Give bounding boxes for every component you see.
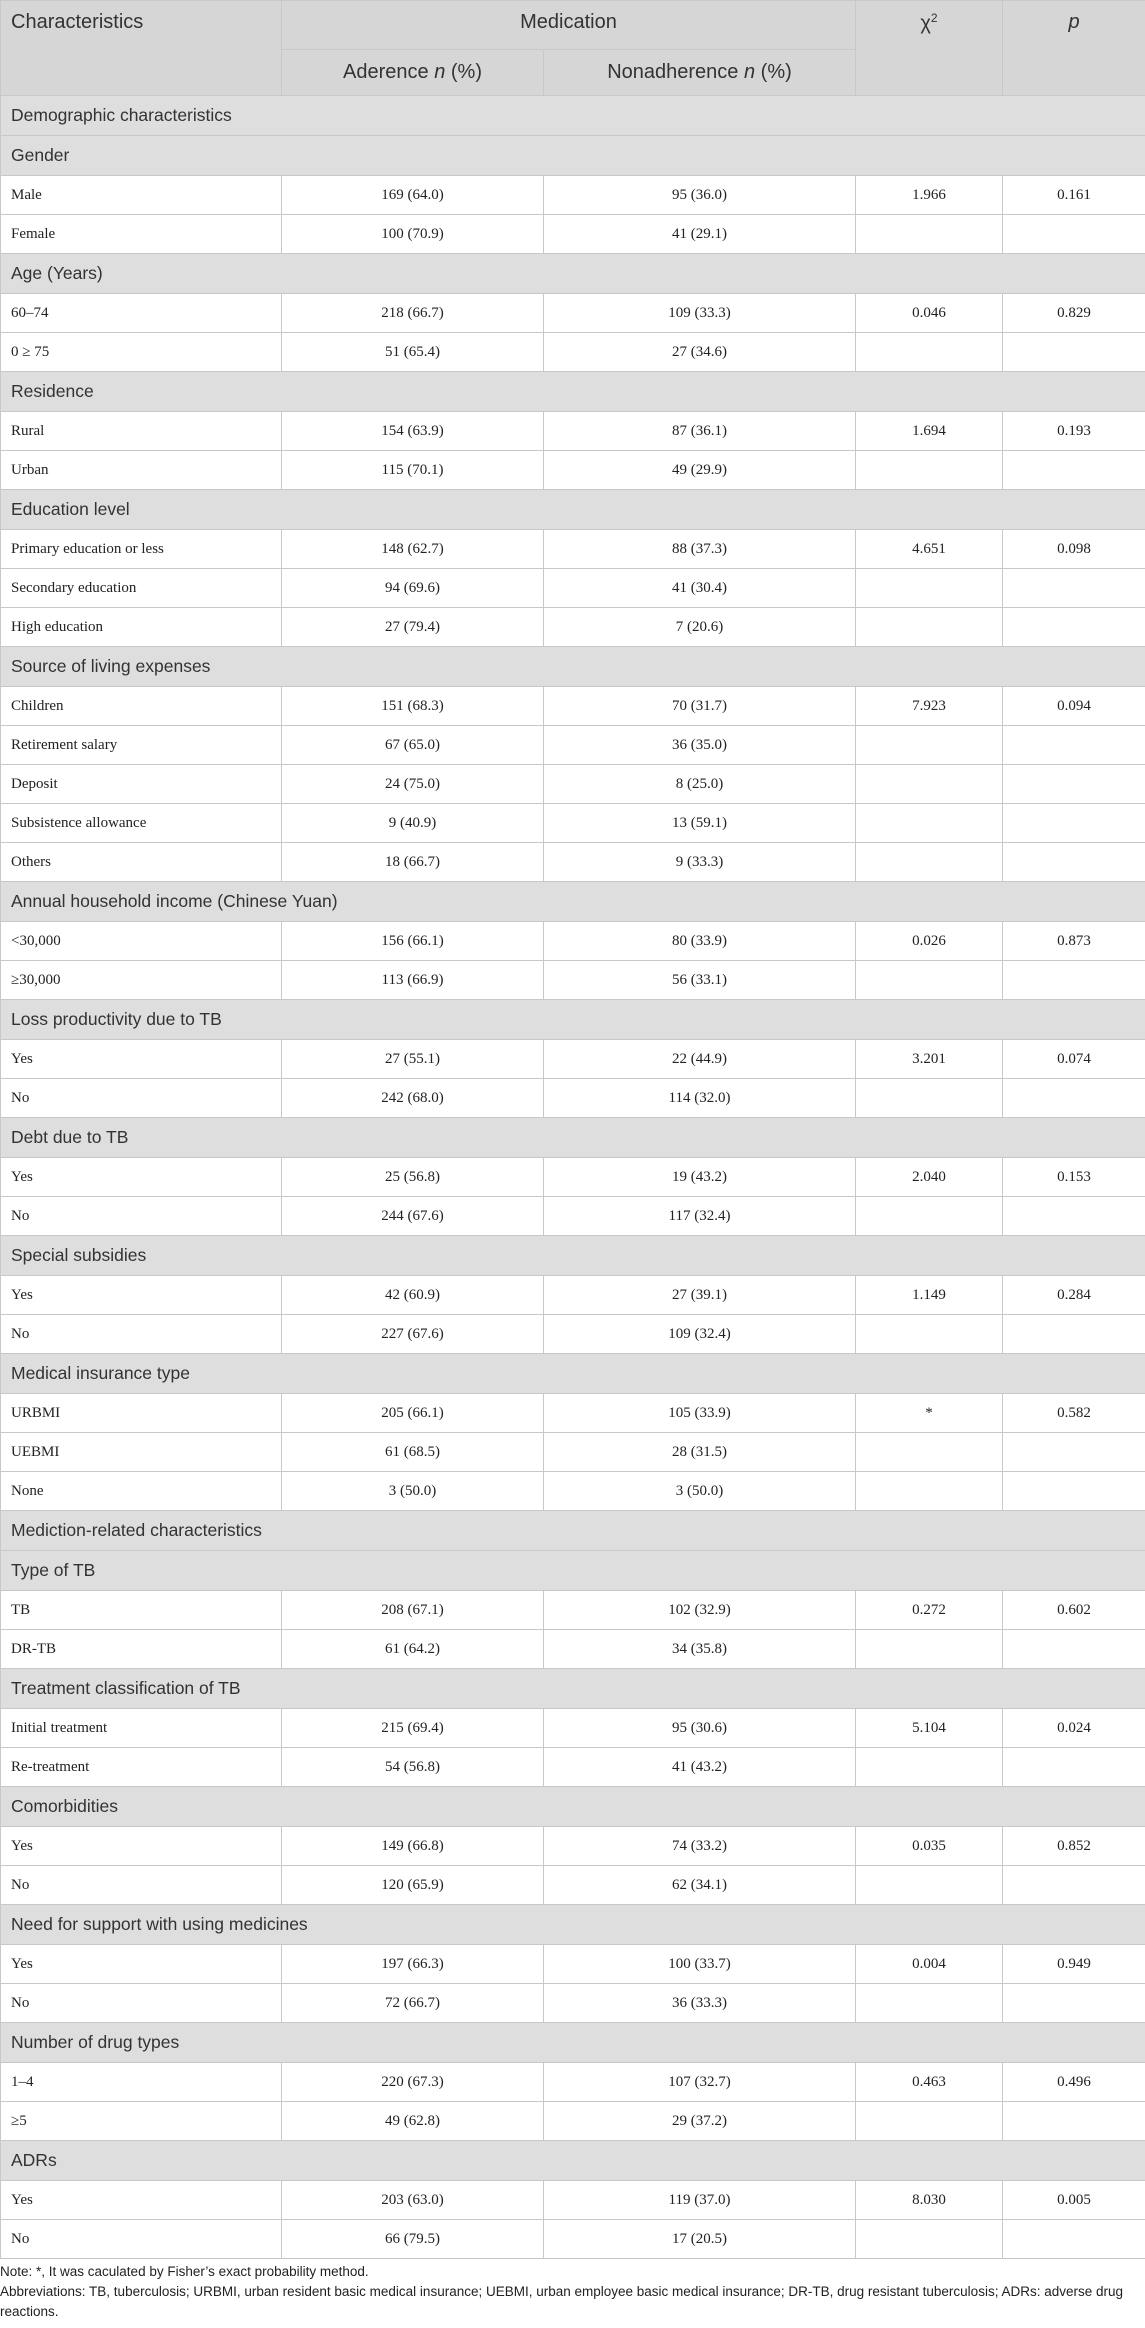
- adherence-cell: 49 (62.8): [282, 2102, 544, 2141]
- chi-square-cell: [856, 1079, 1003, 1118]
- nonadherence-cell: 19 (43.2): [544, 1158, 856, 1197]
- p-value-cell: [1003, 726, 1145, 765]
- table-row: [1, 687, 1145, 726]
- adherence-cell: 51 (65.4): [282, 333, 544, 372]
- group-heading: Debt due to TB: [1, 1118, 1145, 1158]
- row-label: Male: [1, 176, 282, 215]
- adherence-cell: 242 (68.0): [282, 1079, 544, 1118]
- group-row: [1, 1118, 1145, 1158]
- p-value-cell: [1003, 608, 1145, 647]
- adherence-cell: 218 (66.7): [282, 294, 544, 333]
- table-row: [1, 804, 1145, 843]
- nonadherence-cell: 62 (34.1): [544, 1866, 856, 1905]
- p-value-cell: [1003, 333, 1145, 372]
- adherence-cell: 61 (68.5): [282, 1433, 544, 1472]
- table-row: [1, 922, 1145, 961]
- nonadherence-cell: 49 (29.9): [544, 451, 856, 490]
- adherence-cell: 148 (62.7): [282, 530, 544, 569]
- nonadherence-cell: 117 (32.4): [544, 1197, 856, 1236]
- section-row: [1, 96, 1145, 136]
- chi-square-cell: [856, 843, 1003, 882]
- p-value-cell: 0.829: [1003, 294, 1145, 333]
- chi-square-cell: 1.966: [856, 176, 1003, 215]
- section-heading: Mediction-related characteristics: [1, 1511, 1145, 1551]
- nonadherence-cell: 3 (50.0): [544, 1472, 856, 1511]
- group-heading: Education level: [1, 490, 1145, 530]
- chi-square-cell: [856, 1472, 1003, 1511]
- p-value-cell: [1003, 1630, 1145, 1669]
- group-row: [1, 372, 1145, 412]
- p-value-cell: [1003, 843, 1145, 882]
- p-value-cell: [1003, 1433, 1145, 1472]
- nonadherence-cell: 34 (35.8): [544, 1630, 856, 1669]
- nonadherence-cell: 109 (33.3): [544, 294, 856, 333]
- row-label: Secondary education: [1, 569, 282, 608]
- row-label: Female: [1, 215, 282, 254]
- chi-square-cell: 0.272: [856, 1591, 1003, 1630]
- table-row: [1, 333, 1145, 372]
- fisher-note: Note: *, It was caculated by Fisher’s exact probability method.: [0, 2264, 369, 2279]
- row-label: Retirement salary: [1, 726, 282, 765]
- adherence-cell: 3 (50.0): [282, 1472, 544, 1511]
- row-label: Yes: [1, 1827, 282, 1866]
- row-label: <30,000: [1, 922, 282, 961]
- p-value-cell: 0.161: [1003, 176, 1145, 215]
- p-value-cell: [1003, 1472, 1145, 1511]
- row-label: No: [1, 1079, 282, 1118]
- table-row: [1, 530, 1145, 569]
- table-row: [1, 726, 1145, 765]
- p-value-cell: [1003, 1079, 1145, 1118]
- chi-square-cell: [856, 569, 1003, 608]
- row-label: UEBMI: [1, 1433, 282, 1472]
- p-value-cell: [1003, 1866, 1145, 1905]
- table-row: [1, 1709, 1145, 1748]
- nonadherence-cell: 13 (59.1): [544, 804, 856, 843]
- p-value-cell: 0.284: [1003, 1276, 1145, 1315]
- row-label: Urban: [1, 451, 282, 490]
- nonadherence-text: Nonadherence: [607, 61, 744, 83]
- nonadherence-cell: 9 (33.3): [544, 843, 856, 882]
- nonadherence-cell: 105 (33.9): [544, 1394, 856, 1433]
- header-chi-square: [856, 1, 1003, 96]
- nonadherence-cell: 41 (29.1): [544, 215, 856, 254]
- abbreviations-note: Abbreviations: TB, tuberculosis; URBMI, urban resident basic medical insurance; UEBMI, urban employee basic medical insurance; DR-TB, drug resistant tuberculosis; ADRs: adverse drug reactions.: [0, 2284, 1123, 2319]
- nonadherence-cell: 41 (30.4): [544, 569, 856, 608]
- adherence-cell: 227 (67.6): [282, 1315, 544, 1354]
- adherence-cell: 197 (66.3): [282, 1945, 544, 1984]
- header-adherence: [282, 50, 544, 96]
- table-row: [1, 608, 1145, 647]
- chi-square-cell: 1.694: [856, 412, 1003, 451]
- p-value-cell: 0.949: [1003, 1945, 1145, 1984]
- table-row: [1, 1158, 1145, 1197]
- group-heading: Age (Years): [1, 254, 1145, 294]
- row-label: Initial treatment: [1, 1709, 282, 1748]
- chi-square-cell: [856, 961, 1003, 1000]
- row-label: No: [1, 1984, 282, 2023]
- p-value-cell: 0.098: [1003, 530, 1145, 569]
- adherence-cell: 115 (70.1): [282, 451, 544, 490]
- chi-square-cell: [856, 333, 1003, 372]
- table-row: [1, 961, 1145, 1000]
- chi-square-cell: 1.149: [856, 1276, 1003, 1315]
- p-value-cell: 0.873: [1003, 922, 1145, 961]
- group-heading: Type of TB: [1, 1551, 1145, 1591]
- group-row: [1, 1236, 1145, 1276]
- chi-square-cell: [856, 1197, 1003, 1236]
- adherence-cell: 215 (69.4): [282, 1709, 544, 1748]
- nonadherence-cell: 28 (31.5): [544, 1433, 856, 1472]
- header-characteristics: Characteristics: [1, 1, 282, 96]
- section-heading: Demographic characteristics: [1, 96, 1145, 136]
- table-row: [1, 765, 1145, 804]
- row-label: Yes: [1, 1945, 282, 1984]
- row-label: Deposit: [1, 765, 282, 804]
- chi-square-cell: 0.463: [856, 2063, 1003, 2102]
- group-heading: Special subsidies: [1, 1236, 1145, 1276]
- row-label: ≥5: [1, 2102, 282, 2141]
- adherence-cell: 154 (63.9): [282, 412, 544, 451]
- nonadherence-cell: 27 (39.1): [544, 1276, 856, 1315]
- row-label: Re-treatment: [1, 1748, 282, 1787]
- table-row: [1, 1866, 1145, 1905]
- chi-square-cell: [856, 1984, 1003, 2023]
- nonadherence-cell: 80 (33.9): [544, 922, 856, 961]
- table-row: [1, 1079, 1145, 1118]
- chi-superscript: 2: [930, 11, 938, 25]
- nonadherence-cell: 22 (44.9): [544, 1040, 856, 1079]
- adherence-cell: 27 (79.4): [282, 608, 544, 647]
- group-row: [1, 1787, 1145, 1827]
- table-row: [1, 1748, 1145, 1787]
- table-row: [1, 1040, 1145, 1079]
- chi-square-cell: 7.923: [856, 687, 1003, 726]
- p-value-cell: 0.074: [1003, 1040, 1145, 1079]
- table-row: [1, 1984, 1145, 2023]
- row-label: URBMI: [1, 1394, 282, 1433]
- adherence-cell: 27 (55.1): [282, 1040, 544, 1079]
- adherence-cell: 54 (56.8): [282, 1748, 544, 1787]
- row-label: ≥30,000: [1, 961, 282, 1000]
- nonadherence-cell: 102 (32.9): [544, 1591, 856, 1630]
- chi-square-cell: 2.040: [856, 1158, 1003, 1197]
- chi-square-cell: [856, 1630, 1003, 1669]
- group-row: [1, 1000, 1145, 1040]
- section-row: [1, 1511, 1145, 1551]
- table-row: [1, 176, 1145, 215]
- p-value-cell: [1003, 2220, 1145, 2259]
- p-value-cell: [1003, 215, 1145, 254]
- row-label: Yes: [1, 1158, 282, 1197]
- p-value-cell: 0.602: [1003, 1591, 1145, 1630]
- group-row: [1, 490, 1145, 530]
- adherence-cell: 9 (40.9): [282, 804, 544, 843]
- adherence-cell: 156 (66.1): [282, 922, 544, 961]
- chi-square-cell: 8.030: [856, 2181, 1003, 2220]
- row-label: DR-TB: [1, 1630, 282, 1669]
- table-row: [1, 1433, 1145, 1472]
- nonadherence-cell: 100 (33.7): [544, 1945, 856, 1984]
- adherence-cell: 203 (63.0): [282, 2181, 544, 2220]
- p-value-cell: 0.193: [1003, 412, 1145, 451]
- row-label: Yes: [1, 2181, 282, 2220]
- p-value-cell: 0.496: [1003, 2063, 1145, 2102]
- group-heading: Gender: [1, 136, 1145, 176]
- nonadherence-cell: 87 (36.1): [544, 412, 856, 451]
- p-value-cell: [1003, 765, 1145, 804]
- table-row: [1, 294, 1145, 333]
- chi-square-cell: [856, 1433, 1003, 1472]
- row-label: Yes: [1, 1040, 282, 1079]
- nonadherence-cell: 8 (25.0): [544, 765, 856, 804]
- chi-square-cell: [856, 765, 1003, 804]
- table-row: [1, 412, 1145, 451]
- table-row: [1, 1197, 1145, 1236]
- chi-square-cell: [856, 1866, 1003, 1905]
- row-label: 60–74: [1, 294, 282, 333]
- table-header: [1, 1, 1145, 96]
- nonadherence-cell: 27 (34.6): [544, 333, 856, 372]
- group-row: [1, 1905, 1145, 1945]
- row-label: 0 ≥ 75: [1, 333, 282, 372]
- group-heading: Treatment classification of TB: [1, 1669, 1145, 1709]
- table-row: [1, 1315, 1145, 1354]
- group-row: [1, 2023, 1145, 2063]
- nonadherence-cell: 88 (37.3): [544, 530, 856, 569]
- table-row: [1, 1945, 1145, 1984]
- p-value-cell: 0.005: [1003, 2181, 1145, 2220]
- nonadherence-cell: 109 (32.4): [544, 1315, 856, 1354]
- chi-square-cell: [856, 215, 1003, 254]
- row-label: 1–4: [1, 2063, 282, 2102]
- nonadherence-cell: 70 (31.7): [544, 687, 856, 726]
- table-row: [1, 1591, 1145, 1630]
- adherence-cell: 72 (66.7): [282, 1984, 544, 2023]
- row-label: Yes: [1, 1276, 282, 1315]
- p-value-cell: [1003, 451, 1145, 490]
- p-value-cell: 0.153: [1003, 1158, 1145, 1197]
- group-heading: Residence: [1, 372, 1145, 412]
- p-value-cell: 0.094: [1003, 687, 1145, 726]
- adherence-cell: 24 (75.0): [282, 765, 544, 804]
- table-row: [1, 1630, 1145, 1669]
- adherence-cell: 100 (70.9): [282, 215, 544, 254]
- p-value-cell: [1003, 2102, 1145, 2141]
- adherence-cell: 66 (79.5): [282, 2220, 544, 2259]
- nonadherence-cell: 119 (37.0): [544, 2181, 856, 2220]
- table-row: [1, 2220, 1145, 2259]
- p-value-cell: [1003, 1315, 1145, 1354]
- chi-square-cell: [856, 2220, 1003, 2259]
- group-heading: Number of drug types: [1, 2023, 1145, 2063]
- row-label: Others: [1, 843, 282, 882]
- nonadherence-cell: 74 (33.2): [544, 1827, 856, 1866]
- adherence-cell: 61 (64.2): [282, 1630, 544, 1669]
- row-label: No: [1, 1315, 282, 1354]
- chi-symbol: χ: [920, 12, 931, 35]
- adherence-n: n: [434, 61, 446, 83]
- chi-square-cell: [856, 2102, 1003, 2141]
- chi-square-cell: 4.651: [856, 530, 1003, 569]
- table-row: [1, 843, 1145, 882]
- row-label: Primary education or less: [1, 530, 282, 569]
- adherence-cell: 169 (64.0): [282, 176, 544, 215]
- table-notes: [0, 2262, 1135, 2322]
- chi-square-cell: [856, 451, 1003, 490]
- chi-square-cell: [856, 804, 1003, 843]
- chi-square-cell: [856, 1748, 1003, 1787]
- adherence-pct: (%): [445, 61, 482, 83]
- row-label: Children: [1, 687, 282, 726]
- nonadherence-cell: 36 (33.3): [544, 1984, 856, 2023]
- adherence-cell: 94 (69.6): [282, 569, 544, 608]
- group-row: [1, 647, 1145, 687]
- p-value-cell: [1003, 569, 1145, 608]
- chi-square-cell: [856, 1315, 1003, 1354]
- adherence-cell: 18 (66.7): [282, 843, 544, 882]
- nonadherence-cell: 41 (43.2): [544, 1748, 856, 1787]
- adherence-cell: 113 (66.9): [282, 961, 544, 1000]
- row-label: No: [1, 2220, 282, 2259]
- chi-square-cell: 0.026: [856, 922, 1003, 961]
- p-value-cell: [1003, 804, 1145, 843]
- row-label: No: [1, 1866, 282, 1905]
- row-label: None: [1, 1472, 282, 1511]
- adherence-cell: 151 (68.3): [282, 687, 544, 726]
- group-row: [1, 1669, 1145, 1709]
- table-row: [1, 215, 1145, 254]
- table-row: [1, 2102, 1145, 2141]
- header-p-value: p: [1003, 1, 1145, 96]
- adherence-cell: 25 (56.8): [282, 1158, 544, 1197]
- p-value-cell: [1003, 1984, 1145, 2023]
- nonadherence-cell: 107 (32.7): [544, 2063, 856, 2102]
- p-value-cell: 0.024: [1003, 1709, 1145, 1748]
- table-row: [1, 1827, 1145, 1866]
- nonadherence-cell: 17 (20.5): [544, 2220, 856, 2259]
- p-value-cell: [1003, 1748, 1145, 1787]
- row-label: High education: [1, 608, 282, 647]
- header-medication: Medication: [282, 1, 856, 50]
- nonadherence-cell: 95 (30.6): [544, 1709, 856, 1748]
- group-heading: Need for support with using medicines: [1, 1905, 1145, 1945]
- adherence-cell: 244 (67.6): [282, 1197, 544, 1236]
- nonadherence-cell: 56 (33.1): [544, 961, 856, 1000]
- group-heading: Annual household income (Chinese Yuan): [1, 882, 1145, 922]
- table-row: [1, 2063, 1145, 2102]
- table-row: [1, 1276, 1145, 1315]
- nonadherence-n: n: [743, 61, 756, 83]
- group-row: [1, 1551, 1145, 1591]
- header-nonadherence: [544, 50, 856, 96]
- p-value-cell: [1003, 1197, 1145, 1236]
- adherence-cell: 205 (66.1): [282, 1394, 544, 1433]
- chi-square-cell: 5.104: [856, 1709, 1003, 1748]
- table-row: [1, 2181, 1145, 2220]
- table-row: [1, 1472, 1145, 1511]
- adherence-cell: 208 (67.1): [282, 1591, 544, 1630]
- table-row: [1, 569, 1145, 608]
- row-label: Rural: [1, 412, 282, 451]
- chi-square-cell: [856, 726, 1003, 765]
- chi-square-cell: 0.004: [856, 1945, 1003, 1984]
- nonadherence-cell: 114 (32.0): [544, 1079, 856, 1118]
- group-row: [1, 136, 1145, 176]
- table-row: [1, 451, 1145, 490]
- chi-square-cell: *: [856, 1394, 1003, 1433]
- p-value-cell: 0.582: [1003, 1394, 1145, 1433]
- adherence-cell: 220 (67.3): [282, 2063, 544, 2102]
- chi-square-cell: 0.046: [856, 294, 1003, 333]
- row-label: No: [1, 1197, 282, 1236]
- group-row: [1, 254, 1145, 294]
- chi-square-cell: [856, 608, 1003, 647]
- group-heading: Comorbidities: [1, 1787, 1145, 1827]
- adherence-cell: 42 (60.9): [282, 1276, 544, 1315]
- group-heading: Medical insurance type: [1, 1354, 1145, 1394]
- p-value-cell: 0.852: [1003, 1827, 1145, 1866]
- nonadherence-cell: 7 (20.6): [544, 608, 856, 647]
- group-heading: Source of living expenses: [1, 647, 1145, 687]
- row-label: Subsistence allowance: [1, 804, 282, 843]
- adherence-text: Aderence: [343, 61, 435, 83]
- chi-square-cell: 0.035: [856, 1827, 1003, 1866]
- adherence-cell: 120 (65.9): [282, 1866, 544, 1905]
- group-row: [1, 2141, 1145, 2181]
- group-row: [1, 1354, 1145, 1394]
- adherence-cell: 67 (65.0): [282, 726, 544, 765]
- p-value-cell: [1003, 961, 1145, 1000]
- nonadherence-pct: (%): [755, 61, 792, 83]
- nonadherence-cell: 29 (37.2): [544, 2102, 856, 2141]
- chi-square-cell: 3.201: [856, 1040, 1003, 1079]
- nonadherence-cell: 36 (35.0): [544, 726, 856, 765]
- table-row: [1, 1394, 1145, 1433]
- row-label: TB: [1, 1591, 282, 1630]
- group-heading: ADRs: [1, 2141, 1145, 2181]
- table-body: [1, 96, 1145, 2259]
- adherence-cell: 149 (66.8): [282, 1827, 544, 1866]
- group-row: [1, 882, 1145, 922]
- nonadherence-cell: 95 (36.0): [544, 176, 856, 215]
- group-heading: Loss productivity due to TB: [1, 1000, 1145, 1040]
